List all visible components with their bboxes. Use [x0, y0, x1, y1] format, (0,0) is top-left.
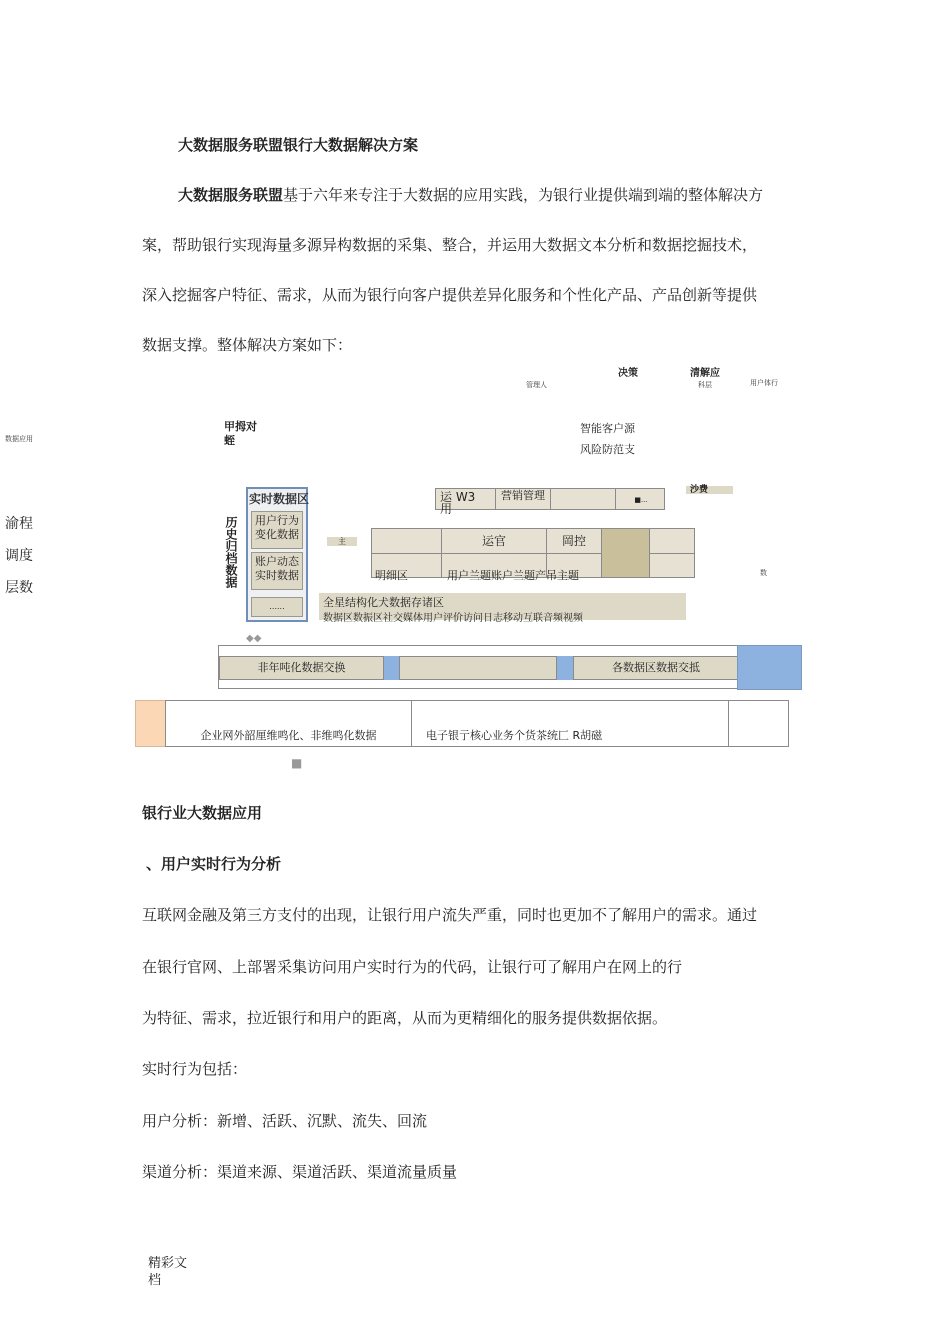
exchange-middle-box	[399, 656, 557, 680]
data-warehouse-grid	[371, 528, 695, 582]
body-paragraph-line2: 在银行官网、上部署采集访问用户实时行为的代码，让银行可了解用户在网上的行	[142, 958, 683, 976]
grid-col-5	[650, 529, 696, 577]
mingxi-label: 明细区	[375, 569, 408, 582]
diagram-fragment-user: 用户体行	[750, 379, 778, 387]
gray-square-marker: ■	[291, 756, 303, 770]
diagram-label-smart-customer: 智能客户源	[580, 422, 635, 435]
exchange-blue-block-2	[557, 656, 573, 680]
mini-cell	[616, 489, 666, 509]
source-right-cell	[412, 701, 729, 746]
empty-cell-1	[551, 489, 616, 509]
diagram-fragment-management: 管理人	[526, 381, 547, 389]
source-peach-block	[135, 700, 166, 747]
yun-w3-text-2: 用	[440, 502, 453, 516]
more-data-ellipsis: ......	[269, 602, 285, 611]
exchange-right-text: 各数据区数据交抵	[612, 661, 700, 674]
unstructured-zone-box	[319, 593, 686, 624]
application-row	[435, 488, 665, 516]
arrow-mark: 主	[327, 537, 357, 546]
more-data-box	[251, 597, 303, 617]
account-dynamic-data-text: 账户动态实时数据	[255, 555, 299, 582]
footer-line2: 档	[148, 1273, 162, 1288]
gangkong-text: 岡控	[561, 534, 586, 548]
user-behavior-data-text: 用户行为变化数据	[255, 514, 299, 541]
mini-cell-text: ■...	[634, 496, 648, 504]
exchange-blue-side-block	[737, 645, 802, 690]
account-dynamic-data-box	[251, 552, 303, 590]
intro-rest-text: 基于六年来专注于大数据的应用实践，为银行业提供端到端的整体解决方	[283, 186, 764, 204]
marketing-cell	[496, 489, 551, 509]
body-paragraph-line3: 为特征、需求，拉近银行和用户的距离，从而为更精细化的服务提供数据依据。	[142, 1009, 668, 1027]
exchange-left-text: 非年吨化数据交换	[257, 661, 346, 674]
yunguan-text: 运官	[481, 534, 506, 548]
document-title: 大数据服务联盟银行大数据解决方案	[178, 136, 419, 154]
diagram-fragment-decision: 决策	[618, 368, 638, 379]
realtime-zone-box	[246, 487, 308, 622]
data-exchange-frame	[218, 645, 738, 689]
intro-paragraph-line3: 深入挖掘客户特征、需求，从而为银行向客户提供差异化服务和个性化产品、产品创新等提供	[142, 286, 758, 304]
diagram-fragment-application: 清解应	[690, 368, 720, 379]
source-left-text: 企业网外韶厘维鸣化、非维鸣化数据	[200, 729, 377, 742]
diagram-fragment-data-app: 数据应用	[5, 435, 33, 443]
intro-paragraph-line2: 案，帮助银行实现海量多源异构数据的采集、整合，并运用大数据文本分析和数据挖掘技术，	[142, 236, 758, 254]
shu-fragment: 数	[760, 569, 767, 577]
exchange-blue-block-1	[384, 656, 399, 680]
history-archive-label: 历史归档数据	[224, 516, 238, 588]
intro-paragraph-line4: 数据支撑。整体解决方案如下：	[142, 336, 353, 354]
shahu-label: 沙费	[686, 486, 733, 494]
realtime-zone-title: 实时数据区	[249, 492, 310, 506]
intro-paragraph-line1	[178, 184, 763, 205]
diagram-label-jiajudui-2: 蛭	[224, 434, 235, 447]
channel-analysis-line: 渠道分析：渠道来源、渠道活跃、渠道流量质量	[142, 1163, 458, 1181]
side-label-process: 渝程	[5, 516, 33, 532]
source-left-cell	[166, 701, 412, 746]
footer-text	[148, 1255, 187, 1289]
diagram-fragment-layer: 科层	[698, 381, 712, 389]
body-paragraph-line1: 互联网金融及第三方支付的出现，让银行用户流失严重，同时也更加不了解用户的需求。通过	[142, 906, 758, 924]
grid-col-4	[602, 529, 650, 577]
realtime-intro: 实时行为包括：	[142, 1060, 248, 1078]
side-label-layer: 层数	[5, 580, 33, 596]
section-heading: 银行业大数据应用	[142, 804, 263, 822]
yun-w3-text: 运 W3	[440, 490, 476, 504]
diagram-label-jiajudui: 甲拇对	[224, 420, 257, 433]
source-right-text: 电子银亍核心业务个货茶统匚 R胡磁	[426, 729, 603, 742]
footer-line1: 精彩文	[148, 1256, 188, 1271]
marketing-text: 营销管理	[501, 489, 545, 502]
user-analysis-line: 用户分析：新增、活跃、沉默、流失、回流	[142, 1112, 428, 1130]
subsection-heading: 、用户实时行为分析	[146, 855, 282, 873]
data-source-frame	[165, 700, 789, 747]
exchange-left-box	[219, 656, 384, 680]
diagram-label-risk: 风险防范支	[580, 443, 635, 456]
intro-bold-text: 大数据服务联盟	[178, 186, 284, 204]
unstructured-zone-title: 全星结构化犬数据存诸区	[323, 596, 444, 609]
source-empty-cell	[729, 701, 790, 746]
unstructured-zone-sub: 数据区数振区社交媒体用户评价访问日志移动互联音频视频	[323, 613, 583, 624]
user-behavior-data-box	[251, 511, 303, 549]
topic-row-label: 用户兰题账户兰题产吊主题	[447, 569, 579, 582]
side-label-schedule: 调度	[5, 548, 33, 564]
exchange-right-box	[573, 656, 739, 680]
yun-w3-cell	[436, 489, 496, 516]
diamond-markers: ◆◆	[246, 633, 262, 644]
